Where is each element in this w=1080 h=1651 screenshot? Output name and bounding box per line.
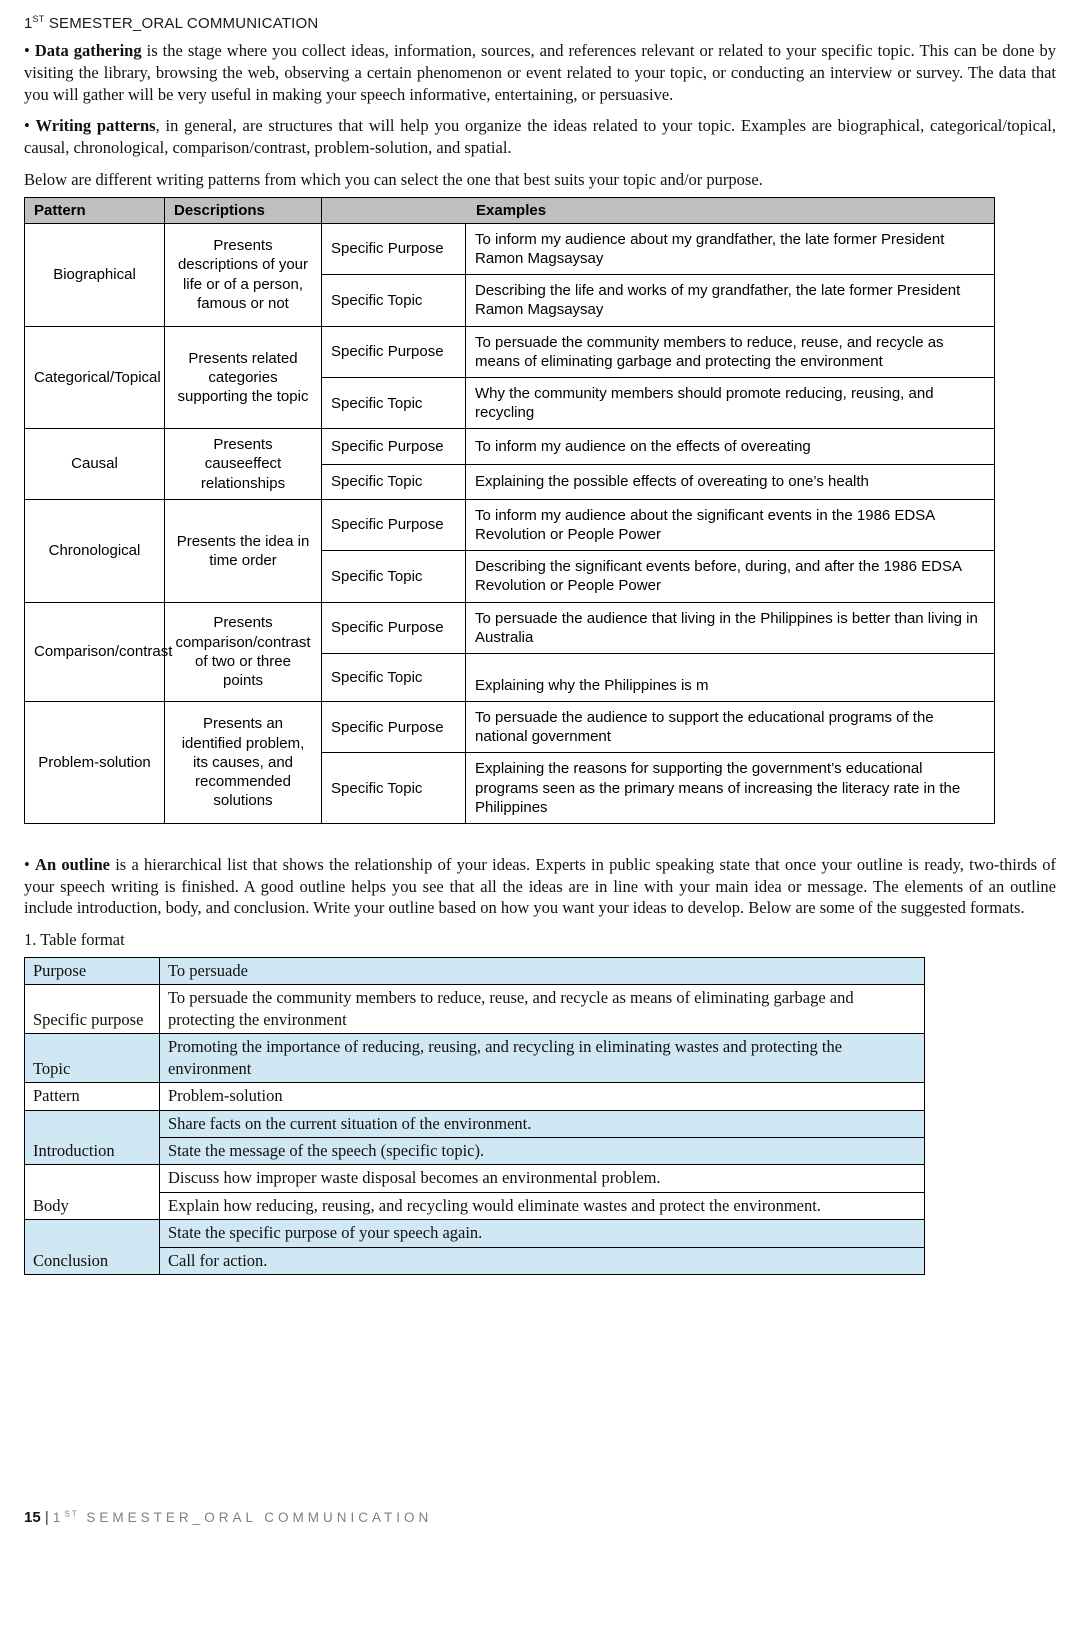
pattern-description-cell: Presents related categories supporting the topic (165, 326, 322, 429)
table-row (25, 499, 995, 550)
footer-separator: | (40, 1509, 53, 1526)
pattern-description-cell: Presents the idea in time order (165, 499, 322, 602)
outline-value-cell: Discuss how improper waste disposal becomes an environmental problem. (160, 1165, 925, 1192)
bullet-marker: • (24, 854, 30, 874)
specific-purpose-label-cell: Specific Purpose (322, 223, 466, 274)
paragraph-text: is the stage where you collect ideas, information, sources, and references relevant or related to your specific topic. This can be done by visiting the library, browsing the web, observing a certain phenomenon or event related to your topic, or conducting an interview or survey. The data that you will gather will be very useful in making your speech informative, entertaining, or persuasive. (24, 41, 1056, 104)
outline-row-body-1 (25, 1165, 925, 1192)
pattern-description-cell: Presents comparison/contrast of two or three points (165, 602, 322, 701)
outline-value-cell: To persuade the community members to reduce, reuse, and recycle as means of eliminating garbage and protecting the environment (160, 985, 925, 1034)
specific-topic-label-cell: Specific Topic (322, 753, 466, 824)
specific-purpose-example-cell: To inform my audience on the effects of overeating (466, 429, 995, 464)
pattern-name-cell: Problem-solution (25, 701, 165, 823)
outline-row-conclusion-2 (25, 1247, 925, 1274)
table-format-heading: 1. Table format (24, 930, 125, 950)
specific-purpose-example-cell: To persuade the audience that living in the Philippines is better than living in Australia (466, 602, 995, 653)
patterns-header-examples: Examples (322, 197, 995, 223)
pattern-description-cell: Presents descriptions of your life or of a person, famous or not (165, 223, 322, 326)
table-row (25, 326, 995, 377)
table-row (25, 701, 995, 752)
outline-value-cell: To persuade (160, 957, 925, 984)
specific-topic-example-cell: Explaining why the Philippines is m (466, 653, 995, 701)
bullet-marker: • (24, 116, 30, 136)
outline-label-cell: Purpose (25, 957, 160, 984)
specific-topic-example-cell: Explaining the reasons for supporting the government’s educational programs seen as the primary means of increasing the literacy rate in the Philippines (466, 753, 995, 824)
patterns-table-header-row (25, 197, 995, 223)
outline-value-cell: Call for action. (160, 1247, 925, 1274)
specific-purpose-example-cell: To persuade the audience to support the educational programs of the national government (466, 701, 995, 752)
pattern-row-comparison (25, 602, 995, 701)
outline-paragraph (24, 854, 1056, 919)
specific-purpose-label-cell: Specific Purpose (322, 499, 466, 550)
specific-purpose-example-cell: To persuade the community members to reduce, reuse, and recycle as means of eliminating garbage and protecting the environment (466, 326, 995, 377)
footer-title-ordinal: ST (64, 1509, 79, 1519)
patterns-header-descriptions: Descriptions (165, 197, 322, 223)
pattern-name-cell: Causal (25, 429, 165, 500)
pattern-name-cell: Categorical/Topical (25, 326, 165, 429)
specific-purpose-label-cell: Specific Purpose (322, 602, 466, 653)
paragraph-text: , in general, are structures that will help you organize the ideas related to your topic. Examples are biographical, categorical/topical, causal, chronological, comparison/contrast, problem-solution, and spatial. (24, 116, 1057, 158)
specific-topic-label-cell: Specific Topic (322, 377, 466, 428)
paragraph-lead: Writing patterns (35, 116, 156, 136)
outline-row-specific-purpose (25, 985, 925, 1034)
pattern-name-cell: Chronological (25, 499, 165, 602)
pattern-description-cell: Presents an identified problem, its causes, and recommended solutions (165, 701, 322, 823)
outline-format-table (24, 957, 925, 1275)
outline-label-cell: Pattern (25, 1083, 160, 1110)
page-number: 15 (24, 1509, 41, 1526)
outline-row-pattern (25, 1083, 925, 1110)
specific-purpose-label-cell: Specific Purpose (322, 429, 466, 464)
specific-topic-example-cell: Describing the significant events before, during, and after the 1986 EDSA Revolution or People Power (466, 551, 995, 602)
data-gathering-paragraph (24, 40, 1056, 105)
outline-label-cell: Body (25, 1165, 160, 1220)
outline-row-introduction-1 (25, 1110, 925, 1137)
patterns-header-pattern: Pattern (25, 197, 165, 223)
specific-topic-example-cell: Why the community members should promote reducing, reusing, and recycling (466, 377, 995, 428)
outline-row-introduction-2 (25, 1138, 925, 1165)
bullet-marker: • (24, 41, 30, 60)
outline-value-cell: Share facts on the current situation of the environment. (160, 1110, 925, 1137)
specific-purpose-label-cell: Specific Purpose (322, 326, 466, 377)
pattern-name-cell: Comparison/contrast (25, 602, 165, 701)
page-footer (24, 1509, 432, 1526)
specific-topic-label-cell: Specific Topic (322, 464, 466, 499)
writing-patterns-table (24, 197, 995, 824)
header-title-ordinal: ST (32, 14, 45, 24)
outline-row-body-2 (25, 1192, 925, 1219)
specific-purpose-example-cell: To inform my audience about my grandfather, the late former President Ramon Magsaysay (466, 223, 995, 274)
page-header-title (24, 14, 1056, 32)
writing-patterns-paragraph (24, 115, 1056, 159)
specific-topic-example-cell: Explaining the possible effects of overeating to one’s health (466, 464, 995, 499)
specific-topic-label-cell: Specific Topic (322, 551, 466, 602)
outline-row-purpose (25, 957, 925, 984)
table-row (25, 223, 995, 274)
pattern-row-problem-solution (25, 701, 995, 823)
outline-value-cell: State the specific purpose of your speech again. (160, 1220, 925, 1247)
header-title-text: SEMESTER_ORAL COMMUNICATION (44, 15, 319, 32)
outline-row-topic (25, 1034, 925, 1083)
footer-title-num: 1 (52, 1510, 65, 1525)
outline-value-cell: Problem-solution (160, 1083, 925, 1110)
paragraph-text: is a hierarchical list that shows the relationship of your ideas. Experts in public speaking state that once your outline is ready, two-thirds of your speech writing is finished. A good outline helps you see that all the ideas are in line with your main idea or message. The elements of an outline include introduction, body, and conclusion. Write your outline based on how you want your ideas to develop. Below are some of the suggested formats. (24, 854, 1056, 918)
footer-title (53, 1510, 432, 1525)
specific-purpose-example-cell: To inform my audience about the significant events in the 1986 EDSA Revolution or People Power (466, 499, 995, 550)
pattern-description-cell: Presents causeeffect relationships (165, 429, 322, 500)
patterns-intro-text: Below are different writing patterns from which you can select the one that best suits your topic and/or purpose. (24, 169, 763, 189)
outline-label-cell: Conclusion (25, 1220, 160, 1275)
pattern-row-biographical (25, 223, 995, 326)
outline-label-cell: Topic (25, 1034, 160, 1083)
specific-topic-label-cell: Specific Topic (322, 275, 466, 326)
table-row (25, 429, 995, 464)
specific-purpose-label-cell: Specific Purpose (322, 701, 466, 752)
header-title-num: 1 (24, 15, 33, 32)
specific-topic-label-cell: Specific Topic (322, 653, 466, 701)
pattern-row-chronological (25, 499, 995, 602)
pattern-row-categorical (25, 326, 995, 429)
specific-topic-example-cell: Describing the life and works of my grandfather, the late former President Ramon Magsaysay (466, 275, 995, 326)
outline-label-cell: Specific purpose (25, 985, 160, 1034)
footer-title-text: SEMESTER_ORAL COMMUNICATION (78, 1510, 433, 1525)
outline-value-cell: Promoting the importance of reducing, reusing, and recycling in eliminating wastes and protecting the environment (160, 1034, 925, 1083)
outline-value-cell: State the message of the speech (specific topic). (160, 1138, 925, 1165)
pattern-row-causal (25, 429, 995, 500)
paragraph-lead: An outline (35, 854, 110, 874)
paragraph-lead: Data gathering (34, 41, 142, 60)
outline-label-cell: Introduction (25, 1110, 160, 1165)
table-row (25, 602, 995, 653)
outline-value-cell: Explain how reducing, reusing, and recycling would eliminate wastes and protect the environment. (160, 1192, 925, 1219)
outline-row-conclusion-1 (25, 1220, 925, 1247)
pattern-name-cell: Biographical (25, 223, 165, 326)
